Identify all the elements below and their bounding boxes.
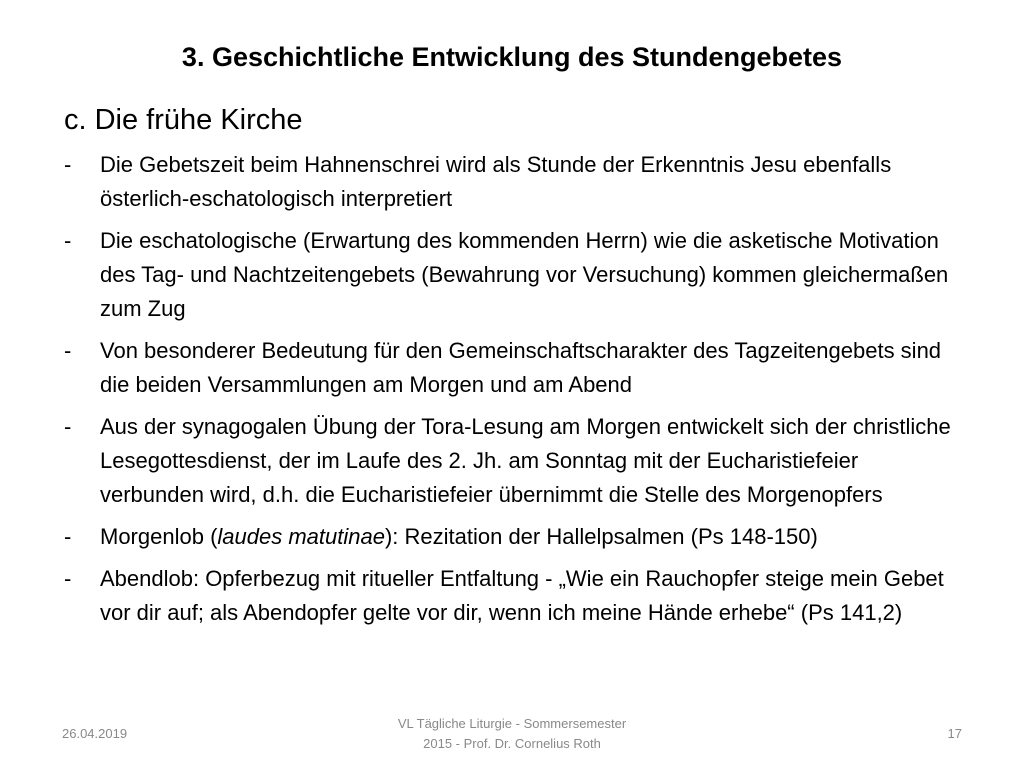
bullet-item	[64, 562, 964, 630]
bullet-marker: -	[64, 228, 72, 253]
footer-date: 26.04.2019	[62, 726, 128, 741]
bullet-text: Die eschatologische (Erwartung des kommenden Herrn) wie die asketische Motivation des Tag- und Nachtzeitengebets (Bewahrung vor Versuchung) kommen gleichermaßen zum Zug	[100, 228, 949, 321]
bullet-item	[64, 148, 964, 216]
bullet-marker: -	[64, 414, 72, 439]
bullet-marker: -	[64, 524, 72, 549]
bullet-marker: -	[64, 338, 72, 363]
slide-title: 3. Geschichtliche Entwicklung des Stundengebetes	[181, 42, 843, 72]
footer-page-number: 17	[947, 726, 962, 741]
bullet-text: Abendlob: Opferbezug mit ritueller Entfaltung - „Wie ein Rauchopfer steige mein Gebet vor dir auf; als Abendopfer gelte vor dir, wenn ich meine Hände erhebe“ (Ps 141,2)	[100, 566, 944, 625]
bullet-item	[64, 334, 964, 402]
bullet-text-italic: laudes matutinae	[217, 524, 385, 549]
footer-center	[362, 714, 662, 754]
bullet-item	[64, 520, 964, 554]
bullet-item	[64, 224, 964, 326]
bullet-text: Von besonderer Bedeutung für den Gemeinschaftscharakter des Tagzeitengebets sind die beiden Versammlungen am Morgen und am Abend	[100, 338, 942, 397]
bullet-item	[64, 410, 964, 512]
bullet-marker: -	[64, 152, 72, 177]
bullet-text	[100, 524, 818, 549]
bullet-text: Die Gebetszeit beim Hahnenschrei wird als Stunde der Erkenntnis Jesu ebenfalls österlich-eschatologisch interpretiert	[100, 152, 892, 211]
bullet-text-part: ): Rezitation der Hallelpsalmen (Ps 148-150)	[384, 524, 818, 549]
bullet-text-part: Morgenlob (	[100, 524, 218, 549]
bullet-text: Aus der synagogalen Übung der Tora-Lesung am Morgen entwickelt sich der christliche Lesegottesdienst, der im Laufe des 2. Jh. am Sonntag mit der Eucharistiefeier verbunden wird, d.h. die Eucharistiefeier übernimmt die Stelle des Morgenopfers	[100, 414, 951, 507]
bullet-marker: -	[64, 566, 72, 591]
footer-center-line: 2015 - Prof. Dr. Cornelius Roth	[423, 736, 601, 751]
slide-subtitle: c. Die frühe Kirche	[64, 104, 303, 136]
footer-center-line: VL Tägliche Liturgie - Sommersemester	[397, 716, 627, 731]
bullet-list	[64, 148, 964, 638]
